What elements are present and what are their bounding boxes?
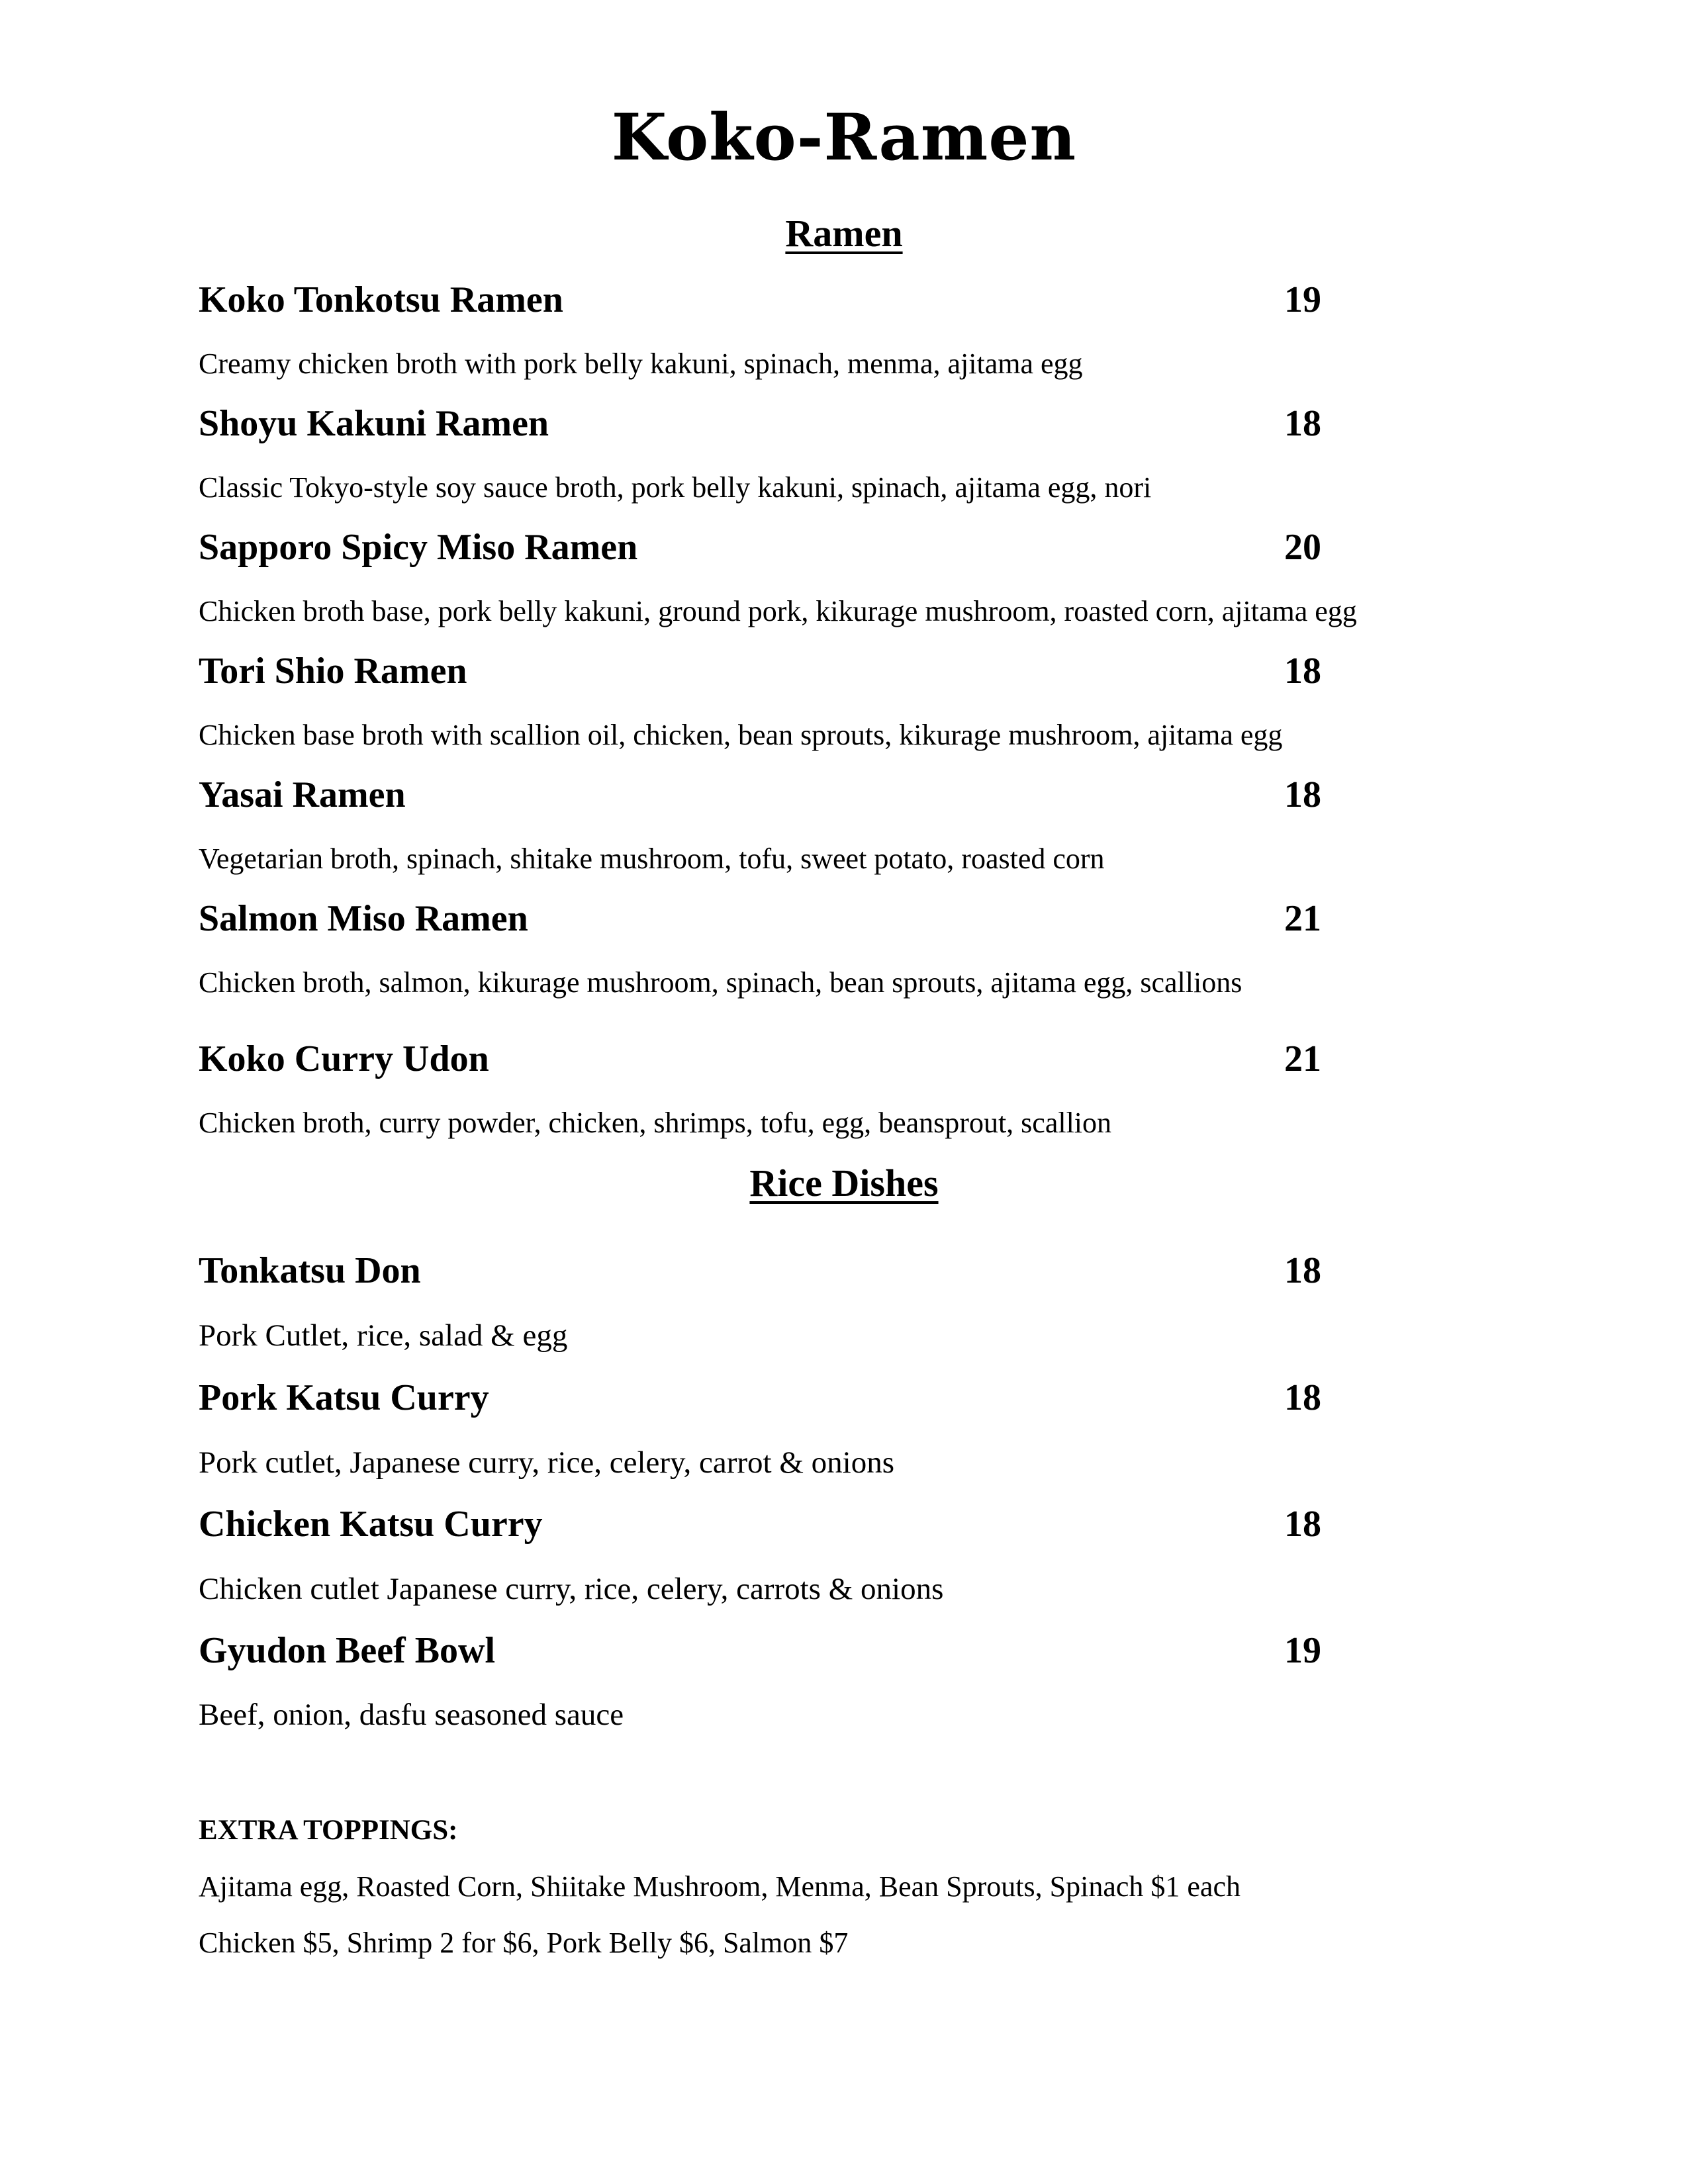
section-heading-ramen: Ramen	[785, 212, 903, 255]
item-price: 19	[1284, 1630, 1321, 1671]
item-name: Yasai Ramen	[199, 774, 406, 815]
item-name: Shoyu Kakuni Ramen	[199, 403, 549, 444]
restaurant-title: Koko-Ramen	[611, 100, 1077, 175]
item-price: 18	[1284, 774, 1321, 815]
item-price: 18	[1284, 651, 1321, 692]
extra-toppings-heading: EXTRA TOPPINGS:	[199, 1815, 458, 1846]
item-name: Gyudon Beef Bowl	[199, 1630, 496, 1671]
section-heading-rice-dishes: Rice Dishes	[749, 1161, 939, 1205]
item-name: Salmon Miso Ramen	[199, 898, 528, 939]
item-description: Chicken cutlet Japanese curry, rice, celery, carrots & onions	[199, 1572, 944, 1606]
item-name: Sapporo Spicy Miso Ramen	[199, 527, 638, 568]
item-name: Koko Tonkotsu Ramen	[199, 279, 563, 320]
item-price: 18	[1284, 1504, 1321, 1545]
item-name: Chicken Katsu Curry	[199, 1504, 543, 1545]
item-description: Pork Cutlet, rice, salad & egg	[199, 1318, 568, 1353]
item-name: Pork Katsu Curry	[199, 1377, 489, 1418]
item-price: 19	[1284, 279, 1321, 320]
extra-toppings-line: Chicken $5, Shrimp 2 for $6, Pork Belly $6, Salmon $7	[199, 1927, 849, 1959]
item-description: Chicken broth, curry powder, chicken, shrimps, tofu, egg, beansprout, scallion	[199, 1107, 1112, 1139]
item-name: Tori Shio Ramen	[199, 651, 467, 692]
item-price: 21	[1284, 1038, 1321, 1079]
item-description: Creamy chicken broth with pork belly kakuni, spinach, menma, ajitama egg	[199, 347, 1083, 380]
item-description: Chicken broth, salmon, kikurage mushroom, spinach, bean sprouts, ajitama egg, scallions	[199, 966, 1243, 999]
item-price: 18	[1284, 403, 1321, 444]
item-description: Classic Tokyo-style soy sauce broth, pork belly kakuni, spinach, ajitama egg, nori	[199, 471, 1152, 504]
item-description: Pork cutlet, Japanese curry, rice, celery, carrot & onions	[199, 1445, 894, 1480]
item-price: 18	[1284, 1250, 1321, 1291]
item-price: 18	[1284, 1377, 1321, 1418]
item-description: Chicken base broth with scallion oil, chicken, bean sprouts, kikurage mushroom, ajitama egg	[199, 719, 1283, 751]
item-description: Beef, onion, dasfu seasoned sauce	[199, 1698, 624, 1732]
item-price: 21	[1284, 898, 1321, 939]
item-description: Vegetarian broth, spinach, shitake mushroom, tofu, sweet potato, roasted corn	[199, 842, 1105, 875]
extra-toppings-line: Ajitama egg, Roasted Corn, Shiitake Mushroom, Menma, Bean Sprouts, Spinach $1 each	[199, 1870, 1241, 1903]
item-price: 20	[1284, 527, 1321, 568]
item-name: Tonkatsu Don	[199, 1250, 421, 1291]
item-description: Chicken broth base, pork belly kakuni, ground pork, kikurage mushroom, roasted corn, ajitama egg	[199, 595, 1357, 627]
item-name: Koko Curry Udon	[199, 1038, 489, 1079]
